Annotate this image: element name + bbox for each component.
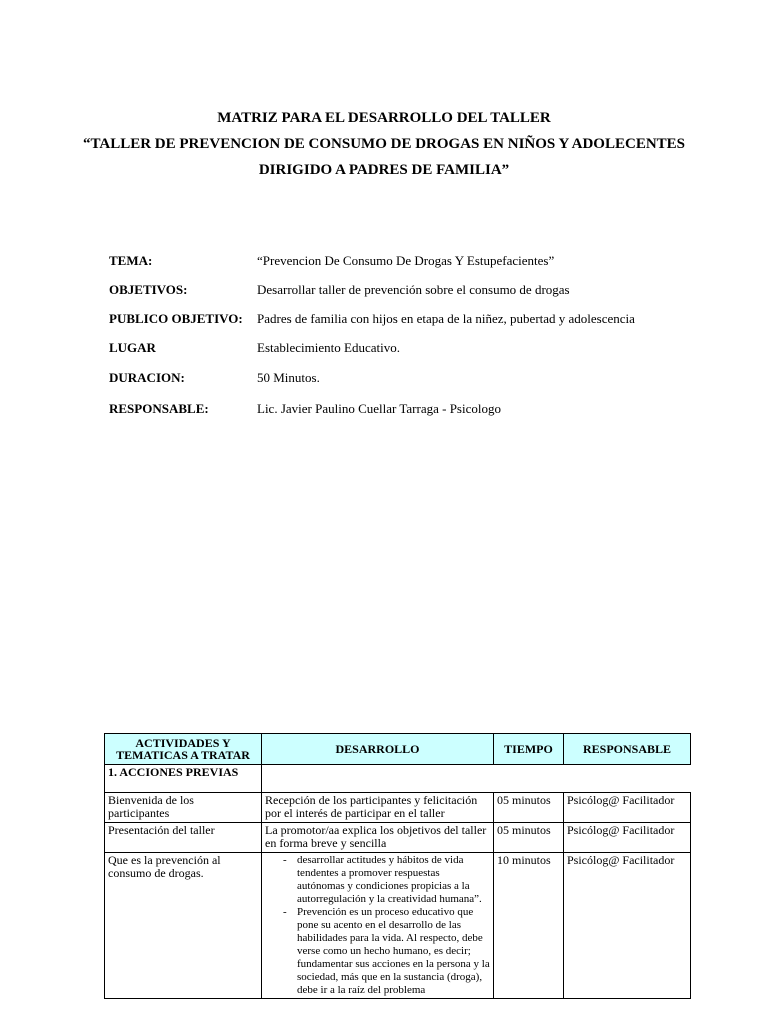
info-row-publico (109, 310, 709, 328)
list-item: - Prevención es un proceso educativo que pone su acento en el desarrollo de las habilidades para la vida. Al respecto, debe verse como un hecho humano, es decir; fundamentar sus acciones en la persona y la sociedad, más que en la sustancia (droga), debe ir a la raíz del problema (297, 906, 490, 997)
section-row (105, 765, 691, 793)
info-value: Padres de familia con hijos en etapa de la niñez, pubertad y adolescencia (257, 311, 635, 326)
info-row-tema (109, 252, 709, 270)
cell-tiempo: 05 minutos (494, 823, 564, 853)
header-tiempo: TIEMPO (494, 734, 564, 765)
cell-responsable: Psicólog@ Facilitador (564, 853, 691, 999)
info-value: Lic. Javier Paulino Cuellar Tarraga - Psicologo (257, 401, 501, 416)
cell-actividad: Presentación del taller (105, 823, 262, 853)
table-header-row (105, 734, 691, 765)
cell-desarrollo: Recepción de los participantes y felicitación por el interés de participar en el taller (262, 793, 494, 823)
table-row (105, 793, 691, 823)
header-desarrollo: DESARROLLO (262, 734, 494, 765)
info-label: RESPONSABLE: (109, 401, 209, 416)
cell-tiempo: 10 minutos (494, 853, 564, 999)
list-item: - desarrollar actitudes y hábitos de vida tendentes a promover respuestas autónomas y condiciones propicias a la autorregulación y la creatividad humana”. (297, 854, 490, 906)
info-row-responsable (109, 400, 709, 418)
cell-desarrollo (262, 853, 494, 999)
info-value: Desarrollar taller de prevención sobre el consumo de drogas (257, 282, 570, 297)
info-value: Establecimiento Educativo. (257, 340, 400, 355)
info-label: OBJETIVOS: (109, 282, 188, 297)
info-value: “Prevencion De Consumo De Drogas Y Estupefacientes” (257, 253, 555, 268)
info-row-duracion (109, 369, 709, 387)
info-row-objetivos (109, 281, 709, 299)
workshop-matrix-table (104, 733, 691, 999)
info-value: 50 Minutos. (257, 370, 320, 385)
cell-desarrollo: La promotor/aa explica los objetivos del taller en forma breve y sencilla (262, 823, 494, 853)
table-row (105, 823, 691, 853)
table-row (105, 853, 691, 999)
cell-responsable: Psicólog@ Facilitador (564, 823, 691, 853)
cell-actividad: Que es la prevención al consumo de drogas. (105, 853, 262, 999)
cell-responsable: Psicólog@ Facilitador (564, 793, 691, 823)
section-empty-cell (262, 765, 691, 793)
cell-actividad: Bienvenida de los participantes (105, 793, 262, 823)
info-label: LUGAR (109, 340, 156, 355)
cell-tiempo: 05 minutos (494, 793, 564, 823)
title-line-3: DIRIGIDO A PADRES DE FAMILIA” (258, 162, 510, 178)
info-label: PUBLICO OBJETIVO: (109, 311, 243, 326)
info-label: DURACION: (109, 370, 185, 385)
title-line-1: MATRIZ PARA EL DESARROLLO DEL TALLER (217, 110, 551, 126)
info-row-lugar (109, 339, 709, 357)
desarrollo-list (265, 854, 490, 997)
section-title: 1. ACCIONES PREVIAS (105, 765, 262, 793)
header-actividades: ACTIVIDADES Y TEMATICAS A TRATAR (105, 734, 262, 765)
info-label: TEMA: (109, 253, 153, 268)
title-line-2: “TALLER DE PREVENCION DE CONSUMO DE DROGAS EN NIÑOS Y ADOLECENTES (82, 136, 686, 152)
header-responsable: RESPONSABLE (564, 734, 691, 765)
